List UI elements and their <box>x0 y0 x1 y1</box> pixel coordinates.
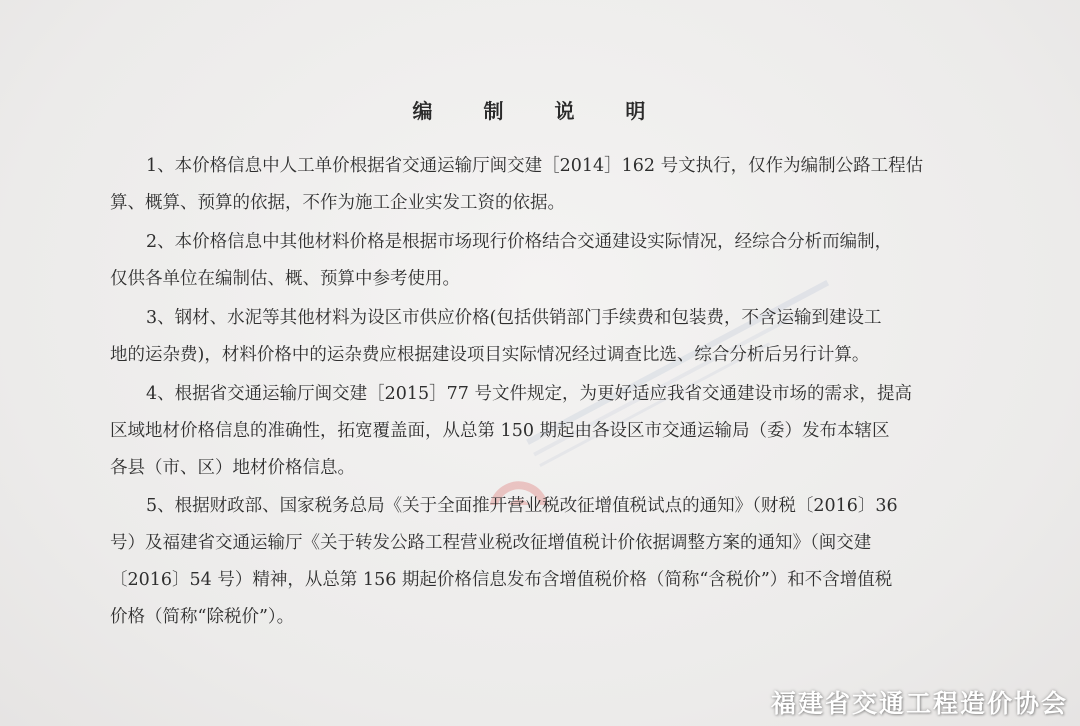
paragraph-4 <box>110 376 980 487</box>
paragraph-line: 4、根据省交通运输厅闽交建［2015］77 号文件规定，为更好适应我省交通建设市场的需求，提高 <box>146 384 912 404</box>
paragraph-5 <box>110 488 980 636</box>
paragraph-line: 号）及福建省交通运输厅《关于转发公路工程营业税改征增值税计价依据调整方案的通知》（闽交建 <box>110 533 872 553</box>
paragraph-line: 5、根据财政部、国家税务总局《关于全面推开营业税改征增值税试点的通知》（财税〔2016〕36 <box>146 496 898 516</box>
footer-watermark: 福建省交通工程造价协会 <box>770 689 1068 718</box>
paragraph-line: 区域地材价格信息的准确性，拓宽覆盖面，从总第 150 期起由各设区市交通运输局（委）发布本辖区 <box>110 421 890 441</box>
paragraph-line: 3、钢材、水泥等其他材料为设区市供应价格(包括供销部门手续费和包装费，不含运输到建设工 <box>146 308 882 328</box>
paragraph-line: 仅供各单位在编制估、概、预算中参考使用。 <box>110 269 460 289</box>
paragraph-2 <box>110 224 980 298</box>
paragraph-1 <box>110 148 980 222</box>
paragraph-3 <box>110 300 980 374</box>
paragraph-line: 地的运杂费)，材料价格中的运杂费应根据建设项目实际情况经过调查比选、综合分析后另行计算。 <box>110 345 870 365</box>
paragraph-line: 算、概算、预算的依据，不作为施工企业实发工资的依据。 <box>110 193 565 213</box>
document-title: 编 制 说 明 <box>412 99 668 123</box>
paragraph-line: 各县（市、区）地材价格信息。 <box>110 458 355 478</box>
paragraph-line: 1、本价格信息中人工单价根据省交通运输厅闽交建［2014］162 号文执行，仅作为编制公路工程估 <box>146 156 924 176</box>
paragraph-line: 价格（简称“除税价”）。 <box>110 607 295 627</box>
paragraph-line: 〔2016〕54 号）精神，从总第 156 期起价格信息发布含增值税价格（简称“含税价”）和不含增值税 <box>110 570 893 590</box>
paragraph-line: 2、本价格信息中其他材料价格是根据市场现行价格结合交通建设实际情况，经综合分析而编制， <box>146 232 893 252</box>
